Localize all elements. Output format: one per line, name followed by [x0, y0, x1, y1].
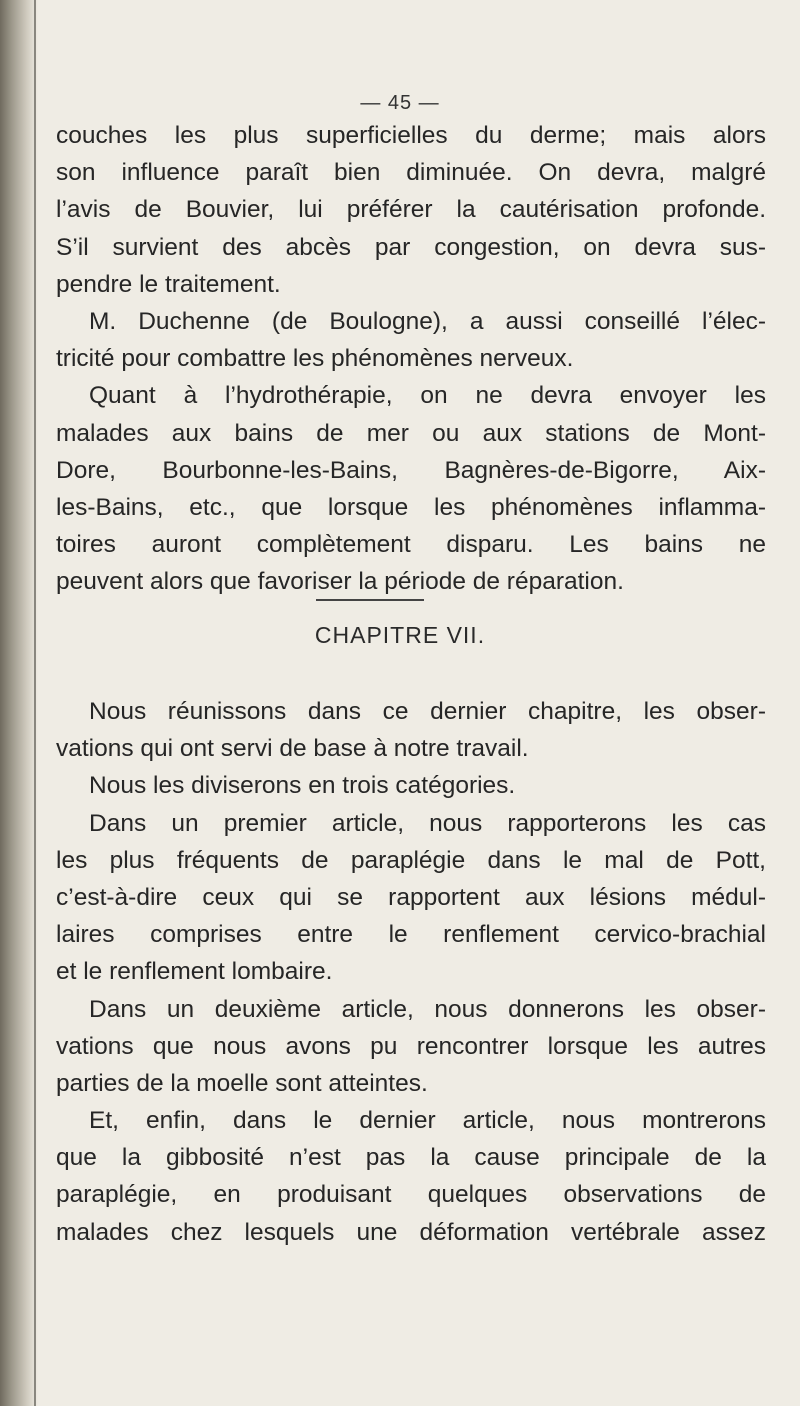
- text-line: Dans un premier article, nous rapporterons les cas: [89, 809, 766, 837]
- section-divider: [316, 599, 424, 601]
- text-line: couches les plus superficielles du derme; mais alors: [56, 122, 766, 149]
- page-number: — 45 —: [360, 92, 440, 114]
- text-line: Dans un deuxième article, nous donnerons les obser-: [89, 995, 766, 1023]
- text-line: S’il survient des abcès par congestion, on devra sus-: [56, 233, 766, 261]
- text-line: peuvent alors que favoriser la période de réparation.: [56, 568, 624, 596]
- text-line: malades chez lesquels une déformation vertébrale assez: [56, 1218, 766, 1246]
- text-line: les plus fréquents de paraplégie dans le mal de Pott,: [56, 846, 766, 874]
- chapter-title: CHAPITRE VII.: [314, 622, 486, 648]
- text-line: les-Bains, etc., que lorsque les phénomènes inflamma-: [56, 493, 766, 521]
- page-binding-edge: [34, 0, 36, 1406]
- page-binding-shadow: [0, 0, 38, 1406]
- text-line: Dore, Bourbonne-les-Bains, Bagnères-de-Bigorre, Aix-: [56, 456, 766, 484]
- text-line: Et, enfin, dans le dernier article, nous montrerons: [89, 1107, 766, 1135]
- text-line: son influence paraît bien diminuée. On devra, malgré: [56, 159, 766, 187]
- text-line: et le renflement lombaire.: [56, 958, 333, 986]
- text-line: paraplégie, en produisant quelques observations de: [56, 1181, 766, 1209]
- text-line: vations que nous avons pu rencontrer lorsque les autres: [56, 1032, 766, 1060]
- text-line: que la gibbosité n’est pas la cause principale de la: [56, 1144, 766, 1172]
- paragraph-block-bottom: [56, 693, 766, 1251]
- text-line: vations qui ont servi de base à notre travail.: [56, 735, 529, 763]
- text-line: malades aux bains de mer ou aux stations de Mont-: [56, 419, 766, 447]
- text-line: c’est-à-dire ceux qui se rapportent aux lésions médul-: [56, 883, 766, 911]
- text-line: pendre le traitement.: [56, 270, 281, 298]
- text-line: Quant à l’hydrothérapie, on ne devra envoyer les: [89, 382, 766, 410]
- text-line: M. Duchenne (de Boulogne), a aussi conseillé l’élec-: [89, 307, 766, 335]
- text-line: laires comprises entre le renflement cervico-brachial: [56, 921, 766, 949]
- paragraph-block-top: [56, 117, 766, 600]
- text-line: tricité pour combattre les phénomènes nerveux.: [56, 345, 574, 373]
- text-line: parties de la moelle sont atteintes.: [56, 1069, 428, 1097]
- text-line: toires auront complètement disparu. Les bains ne: [56, 531, 766, 559]
- text-line: l’avis de Bouvier, lui préférer la cautérisation profonde.: [56, 196, 766, 224]
- text-line: Nous réunissons dans ce dernier chapitre, les obser-: [89, 698, 766, 725]
- text-line: Nous les diviserons en trois catégories.: [89, 772, 516, 800]
